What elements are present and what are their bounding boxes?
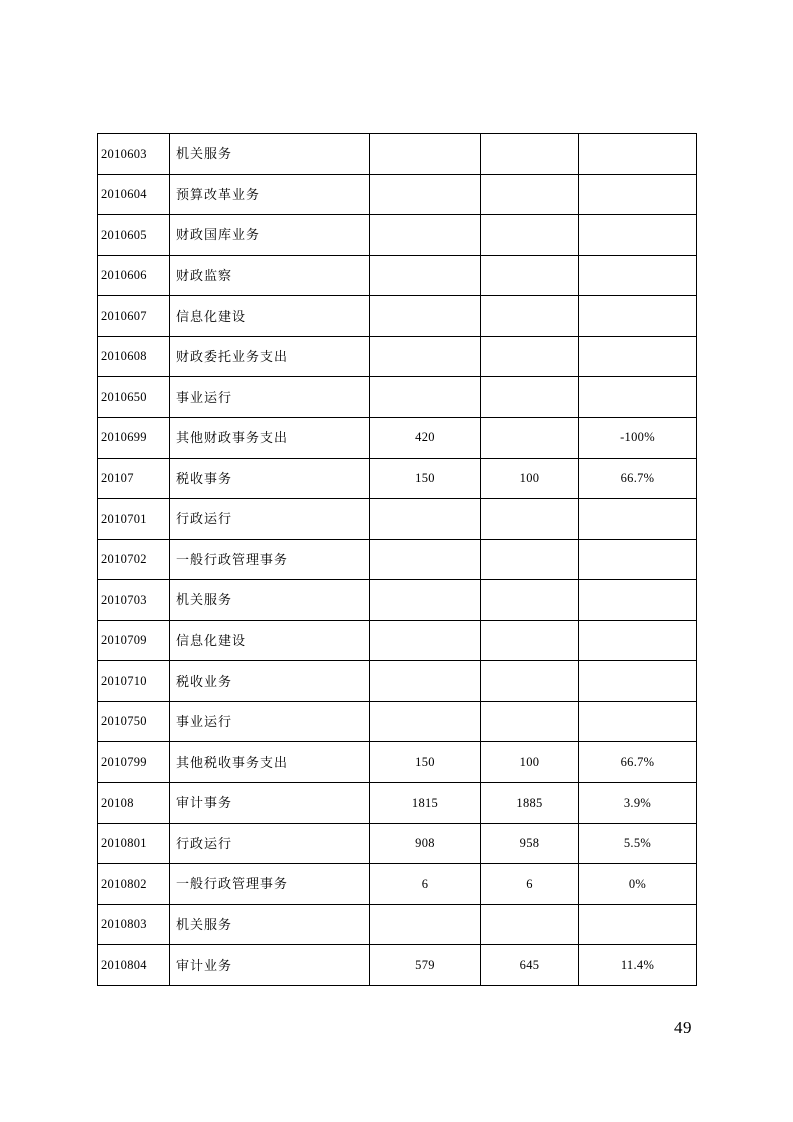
code-cell: 2010709 bbox=[98, 620, 170, 661]
amount-1-cell bbox=[370, 701, 481, 742]
amount-1-cell: 1815 bbox=[370, 783, 481, 824]
name-cell: 行政运行 bbox=[170, 499, 370, 540]
amount-1-cell bbox=[370, 620, 481, 661]
amount-2-cell bbox=[481, 377, 579, 418]
amount-2-cell: 1885 bbox=[481, 783, 579, 824]
table-row bbox=[98, 580, 697, 621]
table-row bbox=[98, 377, 697, 418]
code-cell: 2010710 bbox=[98, 661, 170, 702]
code-cell: 2010702 bbox=[98, 539, 170, 580]
change-percent-cell: 5.5% bbox=[579, 823, 697, 864]
amount-1-cell bbox=[370, 377, 481, 418]
table-row bbox=[98, 945, 697, 986]
code-cell: 20108 bbox=[98, 783, 170, 824]
amount-1-cell: 150 bbox=[370, 458, 481, 499]
name-cell: 其他税收事务支出 bbox=[170, 742, 370, 783]
table-row bbox=[98, 620, 697, 661]
table-row bbox=[98, 701, 697, 742]
change-percent-cell bbox=[579, 377, 697, 418]
change-percent-cell bbox=[579, 620, 697, 661]
change-percent-cell bbox=[579, 499, 697, 540]
page-number: 49 bbox=[674, 1018, 692, 1037]
change-percent-cell bbox=[579, 174, 697, 215]
budget-function-table bbox=[97, 133, 697, 986]
amount-1-cell: 6 bbox=[370, 864, 481, 905]
amount-1-cell bbox=[370, 296, 481, 337]
code-cell: 20107 bbox=[98, 458, 170, 499]
code-cell: 2010804 bbox=[98, 945, 170, 986]
amount-1-cell: 420 bbox=[370, 417, 481, 458]
name-cell: 信息化建设 bbox=[170, 296, 370, 337]
code-cell: 2010605 bbox=[98, 215, 170, 256]
code-cell: 2010701 bbox=[98, 499, 170, 540]
code-cell: 2010607 bbox=[98, 296, 170, 337]
change-percent-cell bbox=[579, 580, 697, 621]
table-row bbox=[98, 499, 697, 540]
name-cell: 信息化建设 bbox=[170, 620, 370, 661]
name-cell: 机关服务 bbox=[170, 134, 370, 175]
name-cell: 财政国库业务 bbox=[170, 215, 370, 256]
name-cell: 事业运行 bbox=[170, 701, 370, 742]
amount-2-cell: 100 bbox=[481, 458, 579, 499]
amount-1-cell: 908 bbox=[370, 823, 481, 864]
name-cell: 机关服务 bbox=[170, 904, 370, 945]
change-percent-cell: -100% bbox=[579, 417, 697, 458]
change-percent-cell: 0% bbox=[579, 864, 697, 905]
table-row bbox=[98, 458, 697, 499]
amount-1-cell bbox=[370, 580, 481, 621]
code-cell: 2010799 bbox=[98, 742, 170, 783]
name-cell: 行政运行 bbox=[170, 823, 370, 864]
amount-2-cell bbox=[481, 580, 579, 621]
change-percent-cell: 3.9% bbox=[579, 783, 697, 824]
amount-2-cell bbox=[481, 255, 579, 296]
amount-2-cell bbox=[481, 661, 579, 702]
table-row bbox=[98, 823, 697, 864]
amount-1-cell: 150 bbox=[370, 742, 481, 783]
name-cell: 其他财政事务支出 bbox=[170, 417, 370, 458]
amount-2-cell bbox=[481, 620, 579, 661]
table-row bbox=[98, 864, 697, 905]
amount-1-cell: 579 bbox=[370, 945, 481, 986]
amount-2-cell bbox=[481, 701, 579, 742]
name-cell: 审计业务 bbox=[170, 945, 370, 986]
amount-2-cell: 100 bbox=[481, 742, 579, 783]
code-cell: 2010801 bbox=[98, 823, 170, 864]
change-percent-cell bbox=[579, 904, 697, 945]
amount-2-cell bbox=[481, 499, 579, 540]
table-row bbox=[98, 296, 697, 337]
code-cell: 2010803 bbox=[98, 904, 170, 945]
table-row bbox=[98, 742, 697, 783]
table-row bbox=[98, 174, 697, 215]
amount-2-cell bbox=[481, 134, 579, 175]
name-cell: 机关服务 bbox=[170, 580, 370, 621]
change-percent-cell: 11.4% bbox=[579, 945, 697, 986]
name-cell: 审计事务 bbox=[170, 783, 370, 824]
name-cell: 一般行政管理事务 bbox=[170, 864, 370, 905]
amount-2-cell bbox=[481, 539, 579, 580]
table-row bbox=[98, 783, 697, 824]
name-cell: 税收事务 bbox=[170, 458, 370, 499]
code-cell: 2010703 bbox=[98, 580, 170, 621]
code-cell: 2010699 bbox=[98, 417, 170, 458]
amount-2-cell bbox=[481, 904, 579, 945]
change-percent-cell: 66.7% bbox=[579, 458, 697, 499]
code-cell: 2010604 bbox=[98, 174, 170, 215]
table-row bbox=[98, 134, 697, 175]
amount-1-cell bbox=[370, 174, 481, 215]
amount-2-cell: 958 bbox=[481, 823, 579, 864]
change-percent-cell bbox=[579, 336, 697, 377]
amount-1-cell bbox=[370, 255, 481, 296]
amount-2-cell bbox=[481, 174, 579, 215]
table-row bbox=[98, 661, 697, 702]
code-cell: 2010603 bbox=[98, 134, 170, 175]
name-cell: 一般行政管理事务 bbox=[170, 539, 370, 580]
amount-2-cell bbox=[481, 417, 579, 458]
code-cell: 2010650 bbox=[98, 377, 170, 418]
name-cell: 财政委托业务支出 bbox=[170, 336, 370, 377]
amount-2-cell bbox=[481, 215, 579, 256]
amount-1-cell bbox=[370, 134, 481, 175]
name-cell: 税收业务 bbox=[170, 661, 370, 702]
table-body bbox=[98, 134, 697, 986]
amount-2-cell bbox=[481, 336, 579, 377]
change-percent-cell bbox=[579, 661, 697, 702]
table-row bbox=[98, 336, 697, 377]
change-percent-cell bbox=[579, 134, 697, 175]
code-cell: 2010750 bbox=[98, 701, 170, 742]
code-cell: 2010606 bbox=[98, 255, 170, 296]
change-percent-cell bbox=[579, 296, 697, 337]
table-row bbox=[98, 904, 697, 945]
amount-1-cell bbox=[370, 215, 481, 256]
amount-2-cell: 6 bbox=[481, 864, 579, 905]
code-cell: 2010608 bbox=[98, 336, 170, 377]
table-row bbox=[98, 417, 697, 458]
change-percent-cell bbox=[579, 701, 697, 742]
change-percent-cell bbox=[579, 215, 697, 256]
amount-1-cell bbox=[370, 499, 481, 540]
table-row bbox=[98, 215, 697, 256]
name-cell: 预算改革业务 bbox=[170, 174, 370, 215]
amount-2-cell bbox=[481, 296, 579, 337]
amount-1-cell bbox=[370, 904, 481, 945]
amount-2-cell: 645 bbox=[481, 945, 579, 986]
change-percent-cell bbox=[579, 255, 697, 296]
table-row bbox=[98, 539, 697, 580]
amount-1-cell bbox=[370, 539, 481, 580]
amount-1-cell bbox=[370, 661, 481, 702]
code-cell: 2010802 bbox=[98, 864, 170, 905]
table-row bbox=[98, 255, 697, 296]
name-cell: 财政监察 bbox=[170, 255, 370, 296]
amount-1-cell bbox=[370, 336, 481, 377]
change-percent-cell bbox=[579, 539, 697, 580]
change-percent-cell: 66.7% bbox=[579, 742, 697, 783]
name-cell: 事业运行 bbox=[170, 377, 370, 418]
